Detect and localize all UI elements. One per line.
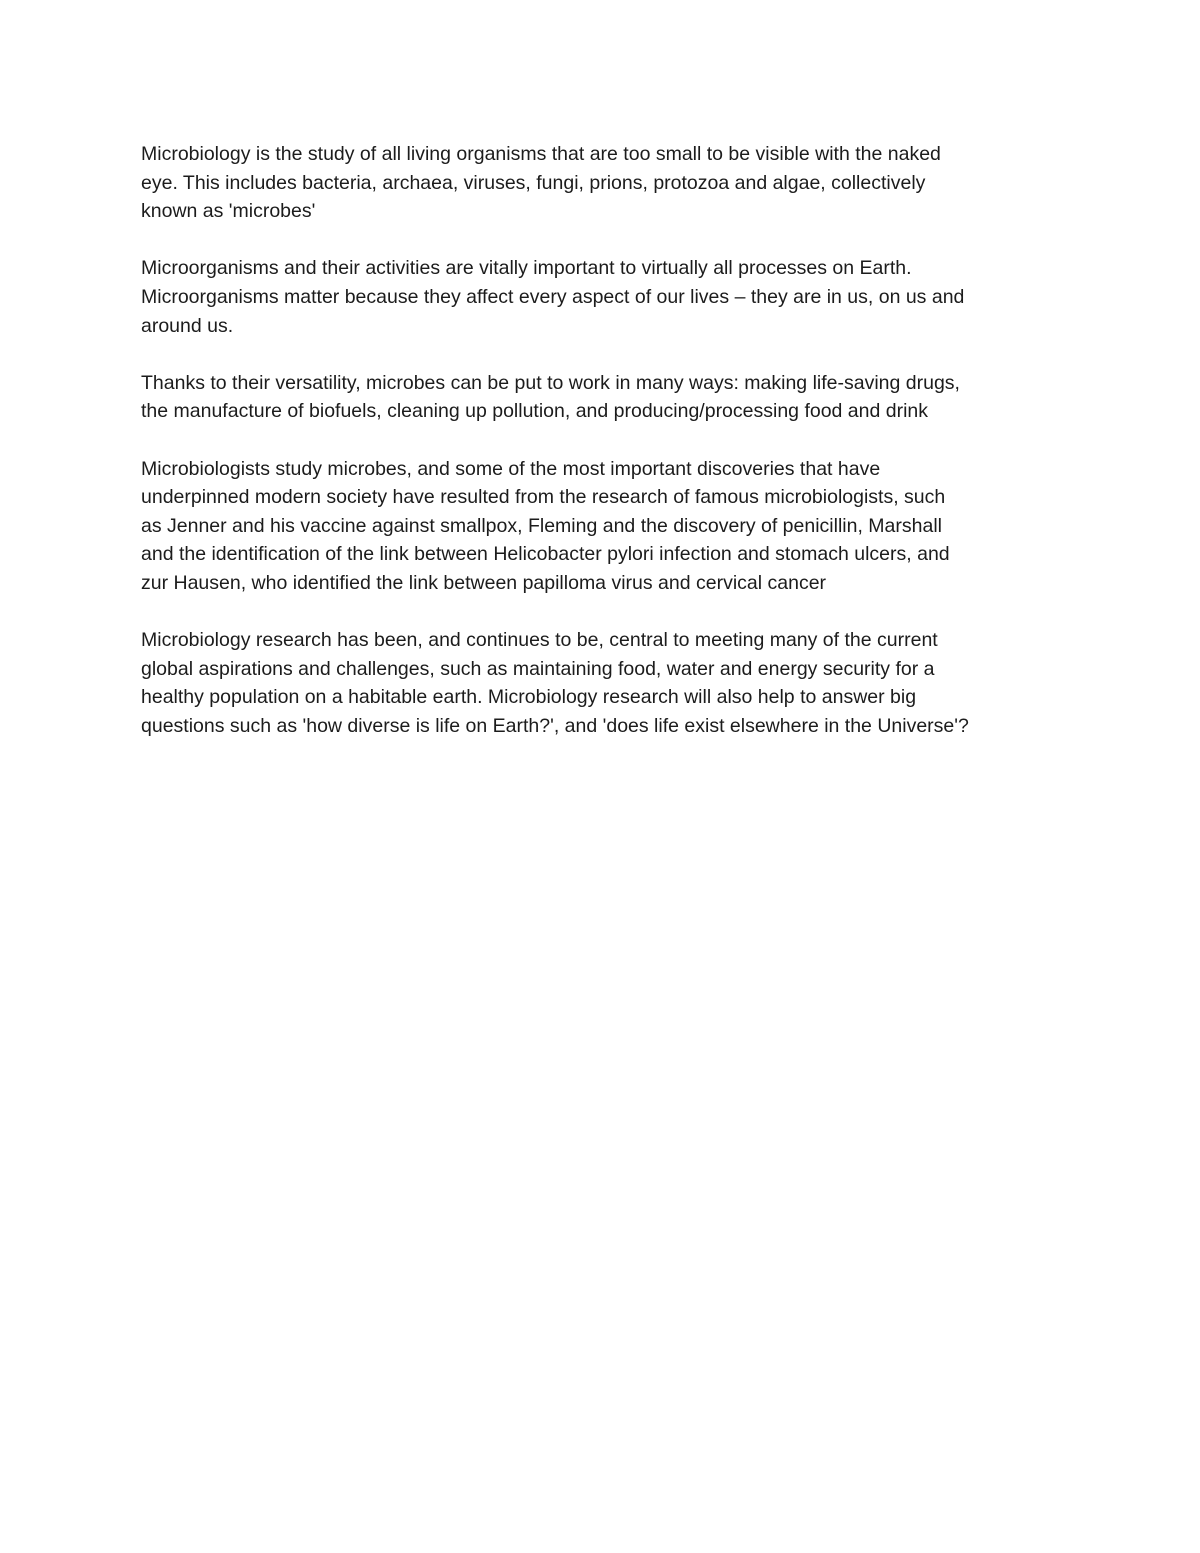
text-line: questions such as 'how diverse is life on Earth?', and 'does life exist elsewhere in the Universe'? <box>141 714 969 737</box>
text-line: Microbiologists study microbes, and some of the most important discoveries that have <box>141 457 881 480</box>
paragraph-microbe-uses <box>141 369 1071 426</box>
paragraph-famous-microbiologists <box>141 455 1071 598</box>
text-line: Thanks to their versatility, microbes can be put to work in many ways: making life-saving drugs, <box>141 371 960 394</box>
text-line: around us. <box>141 314 234 337</box>
document-body <box>141 140 1071 769</box>
text-line: global aspirations and challenges, such as maintaining food, water and energy security for a <box>141 657 935 680</box>
text-line: Microorganisms matter because they affect every aspect of our lives – they are in us, on us and <box>141 285 965 308</box>
text-line: known as 'microbes' <box>141 200 316 223</box>
text-line: eye. This includes bacteria, archaea, viruses, fungi, prions, protozoa and algae, collectively <box>141 171 926 194</box>
paragraph-microbiology-definition <box>141 140 1071 226</box>
text-line: underpinned modern society have resulted from the research of famous microbiologists, such <box>141 486 946 509</box>
text-line: the manufacture of biofuels, cleaning up pollution, and producing/processing food and drink <box>141 400 929 423</box>
text-line: as Jenner and his vaccine against smallpox, Fleming and the discovery of penicillin, Marshall <box>141 514 942 537</box>
text-line: Microbiology is the study of all living organisms that are too small to be visible with the naked <box>141 143 941 165</box>
text-line: Microorganisms and their activities are vitally important to virtually all processes on Earth. <box>141 257 912 280</box>
paragraph-research-challenges <box>141 626 1071 740</box>
text-line: healthy population on a habitable earth. Microbiology research will also help to answer big <box>141 686 917 709</box>
text-line: and the identification of the link between Helicobacter pylori infection and stomach ulcers, and <box>141 543 950 566</box>
text-line: Microbiology research has been, and continues to be, central to meeting many of the current <box>141 629 938 652</box>
paragraph-microorganism-importance <box>141 254 1071 340</box>
text-line: zur Hausen, who identified the link between papilloma virus and cervical cancer <box>141 571 827 594</box>
